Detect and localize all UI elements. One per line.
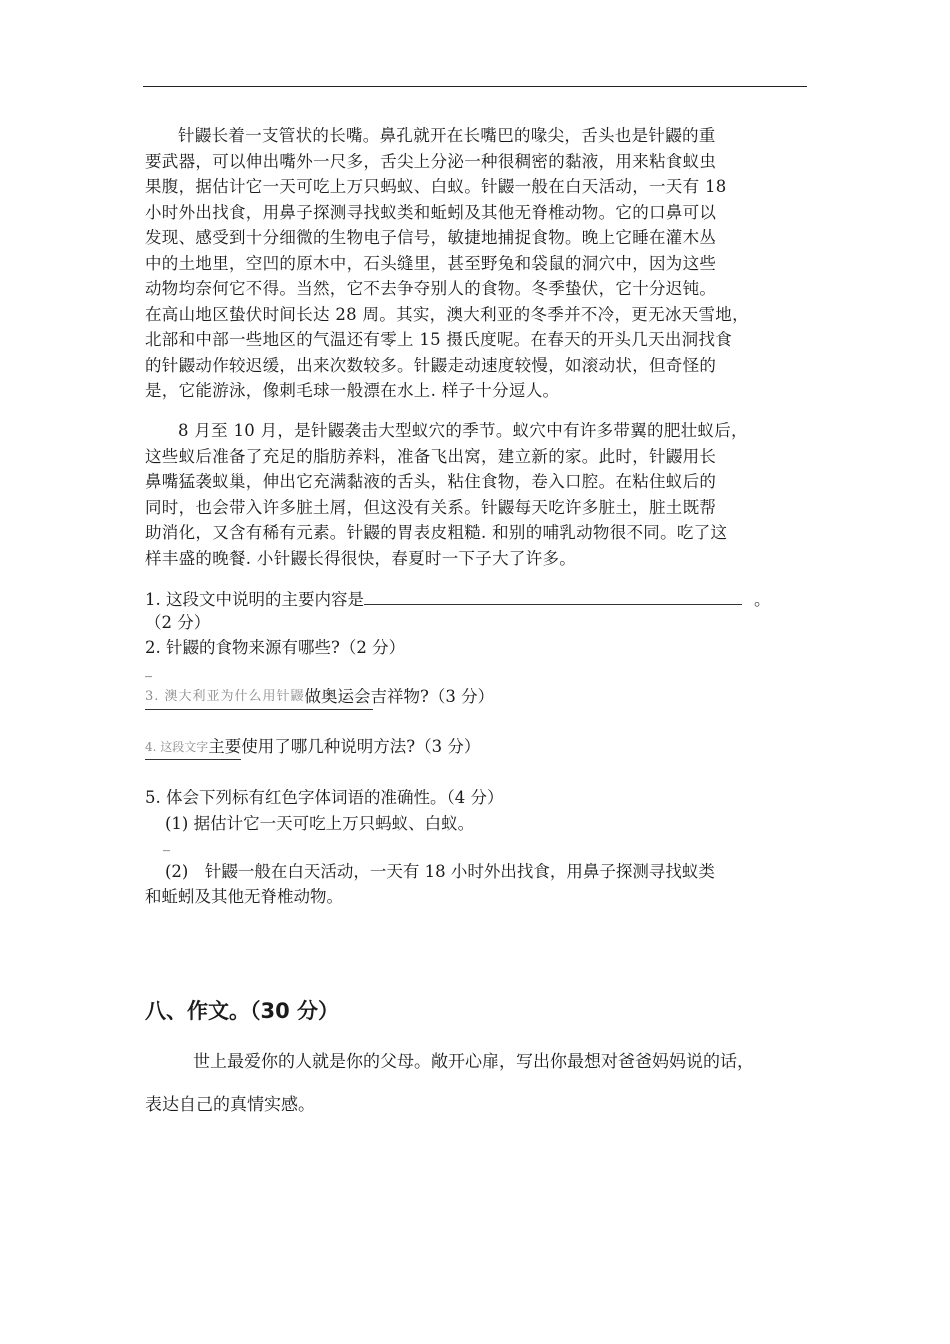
question-5-item-2-cont: 和蚯蚓及其他无脊椎动物。 xyxy=(145,887,343,906)
essay-line: 表达自己的真情实感。 xyxy=(145,1095,315,1115)
passage-line: 果腹，据估计它一天可吃上万只蚂蚁、白蚁。针鼹一般在白天活动，一天有 18 xyxy=(145,177,727,196)
passage-line: 是，它能游泳，像刺毛球一般漂在水上. 样子十分逗人。 xyxy=(145,381,560,400)
passage-line: 小时外出找食，用鼻子探测寻找蚁类和蚯蚓及其他无脊椎动物。它的口鼻可以 xyxy=(145,202,717,222)
answer-dash-2: _ xyxy=(145,662,152,678)
answer-blank-1[interactable] xyxy=(364,590,742,605)
passage-line: 8 月至 10 月，是针鼹袭击大型蚁穴的季节。蚁穴中有许多带翼的肥壮蚁后， xyxy=(178,421,748,440)
question-1 xyxy=(145,588,771,612)
answer-blank-3[interactable] xyxy=(145,695,373,710)
question-5-item-1: (1) 据估计它一天可吃上万只蚂蚁、白蚁。 xyxy=(165,814,475,833)
question-5-item-2: (2) 针鼹一般在白天活动，一天有 18 小时外出找食，用鼻子探测寻找蚁类 xyxy=(165,862,715,881)
question-4-covered-text: 4. 这段文字 xyxy=(145,740,209,754)
passage-line: 动物均奈何它不得。当然，它不去争夺别人的食物。冬季蛰伏，它十分迟钝。 xyxy=(145,279,717,298)
passage-paragraph-1 xyxy=(145,123,807,404)
answer-dash-5: _ xyxy=(163,836,170,852)
question-2: 2. 针鼹的食物来源有哪些?（2 分） xyxy=(145,638,406,657)
passage-line: 要武器，可以伸出嘴外一尺多，舌尖上分泌一种很稠密的黏液，用来粘食蚁虫 xyxy=(145,151,717,171)
passage-paragraph-2 xyxy=(145,418,807,571)
essay-line: 世上最爱你的人就是你的父母。敞开心扉，写出你最想对爸爸妈妈说的话， xyxy=(193,1052,754,1072)
question-5: 5. 体会下列标有红色字体词语的准确性。（4 分） xyxy=(145,788,504,807)
essay-prompt xyxy=(145,1047,825,1120)
question-4-text: 主要使用了哪几种说明方法?（3 分） xyxy=(208,737,481,756)
answer-blank-4[interactable] xyxy=(145,745,241,760)
question-1-end: 。 xyxy=(754,590,771,609)
question-1-text: 1. 这段文中说明的主要内容是 xyxy=(145,590,364,609)
essay-heading: 八、作文。（30 分） xyxy=(145,999,340,1023)
passage-line: 中的土地里，空凹的原木中，石头缝里，甚至野兔和袋鼠的洞穴中，因为这些 xyxy=(145,253,717,273)
passage-line: 助消化，又含有稀有元素。针鼹的胃表皮粗糙. 和别的哺乳动物很不同。吃了这 xyxy=(145,523,728,542)
passage-line: 在高山地区蛰伏时间长达 28 周。其实，澳大利亚的冬季并不冷，更无冰天雪地， xyxy=(145,304,749,324)
passage-line: 北部和中部一些地区的气温还有零上 15 摄氏度呢。在春天的开头几天出洞找食 xyxy=(145,330,733,349)
passage-line: 鼻嘴猛袭蚁巢，伸出它充满黏液的舌头，粘住食物，卷入口腔。在粘住蚁后的 xyxy=(145,472,717,491)
passage-line: 样丰盛的晚餐. 小针鼹长得很快，春夏时一下子大了许多。 xyxy=(145,548,577,568)
passage-line: 的针鼹动作较迟缓，出来次数较多。针鼹走动速度较慢，如滚动状，但奇怪的 xyxy=(145,355,717,375)
header-rule xyxy=(143,86,807,87)
passage-line: 发现、感受到十分细微的生物电子信号，敏捷地捕捉食物。晚上它睡在灌木丛 xyxy=(145,228,717,247)
passage-line: 针鼹长着一支管状的长嘴。鼻孔就开在长嘴巴的喙尖，舌头也是针鼹的重 xyxy=(178,126,716,145)
question-1-score: （2 分） xyxy=(145,613,211,632)
passage-line: 同时，也会带入许多脏土屑，但这没有关系。针鼹每天吃许多脏土，脏土既帮 xyxy=(145,497,717,517)
question-3-text: 做奥运会吉祥物?（3 分） xyxy=(304,687,495,706)
passage-line: 这些蚁后准备了充足的脂肪养料，准备飞出窝，建立新的家。此时，针鼹用长 xyxy=(145,446,717,466)
question-3-covered-text: 3. 澳大利亚为什么用针鼹 xyxy=(145,689,305,704)
